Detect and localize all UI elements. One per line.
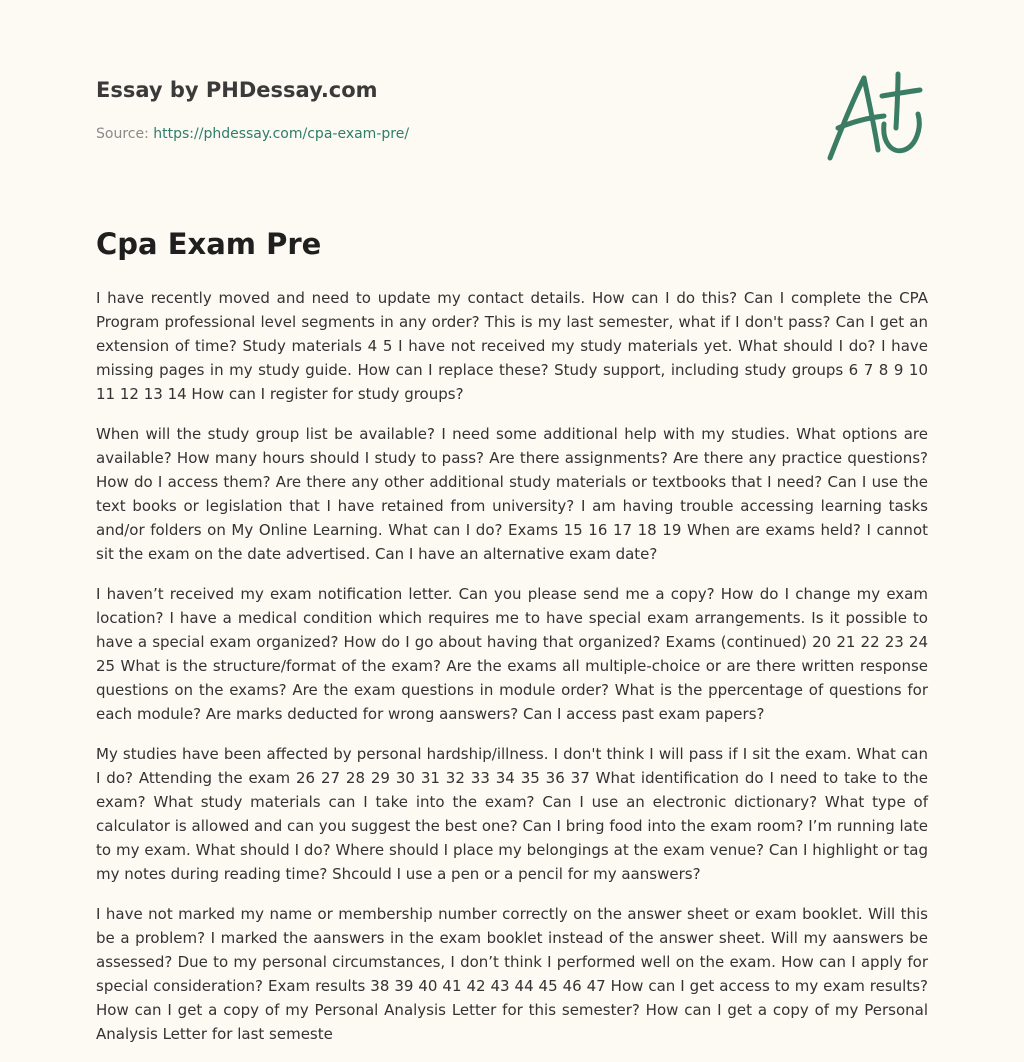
essay-paragraph: When will the study group list be available? I need some additional help with my studies. What options are available? How many hours should I study to pass? Are there assignments? Are there any practice questions? How do I access them? Are there any other additional study materials or textbooks that I need? Can I use the text books or legislation that I have retained from university? I am having trouble accessing learning tasks and/or folders on My Online Learning. What can I do? Exams 15 16 17 18 19 When are exams held? I cannot sit the exam on the date advertised. Can I have an alternative exam date? bbox=[96, 425, 928, 563]
essay-paragraph: I have not marked my name or membership number correctly on the answer sheet or exam booklet. Will this be a problem? I marked the aanswers in the exam booklet instead of the answer sheet. Will my aanswers be assessed? Due to my personal circumstances, I don’t think I performed well on the exam. How can I apply for special consideration? Exam results 38 39 40 41 42 43 44 45 46 47 How can I get access to my exam results? How can I get a copy of my Personal Analysis Letter for this semester? How can I get a copy of my Personal Analysis Letter for last semeste bbox=[96, 905, 928, 1043]
a-plus-logo-icon bbox=[818, 66, 930, 166]
essay-title: Cpa Exam Pre bbox=[96, 227, 322, 261]
source-link[interactable]: https://phdessay.com/cpa-exam-pre/ bbox=[153, 126, 410, 142]
page-header bbox=[96, 74, 796, 144]
source-line bbox=[96, 124, 796, 144]
essay-paragraph: My studies have been affected by personal hardship/illness. I don't think I will pass if I sit the exam. What can I do? Attending the exam 26 27 28 29 30 31 32 33 34 35 36 37 What identification do I need to take to the exam? What study materials can I take into the exam? Can I use an electronic dictionary? What type of calculator is allowed and can you suggest the best one? Can I bring food into the exam room? I’m running late to my exam. What should I do? Where should I place my belongings at the exam venue? Can I highlight or tag my notes during reading time? Shcould I use a pen or a pencil for my aanswers? bbox=[96, 745, 928, 883]
essay-body bbox=[96, 286, 928, 1062]
essay-paragraph: I haven’t received my exam notification letter. Can you please send me a copy? How do I change my exam location? I have a medical condition which requires me to have special exam arrangements. Is it possible to have a special exam organized? How do I go about having that organized? Exams (continued) 20 21 22 23 24 25 What is the structure/format of the exam? Are the exams all multiple-choice or are there written response questions on the exams? Are the exam questions in module order? What is the ppercentage of questions for each module? Are marks deducted for wrong aanswers? Can I access past exam papers? bbox=[96, 585, 928, 723]
site-brand: Essay by PHDessay.com bbox=[96, 78, 378, 102]
essay-paragraph: I have recently moved and need to update my contact details. How can I do this? Can I complete the CPA Program professional level segments in any order? This is my last semester, what if I don't pass? Can I get an extension of time? Study materials 4 5 I have not received my study materials yet. What should I do? I have missing pages in my study guide. How can I replace these? Study support, including study groups 6 7 8 9 10 11 12 13 14 How can I register for study groups? bbox=[96, 289, 928, 403]
source-label: Source: bbox=[96, 126, 149, 142]
